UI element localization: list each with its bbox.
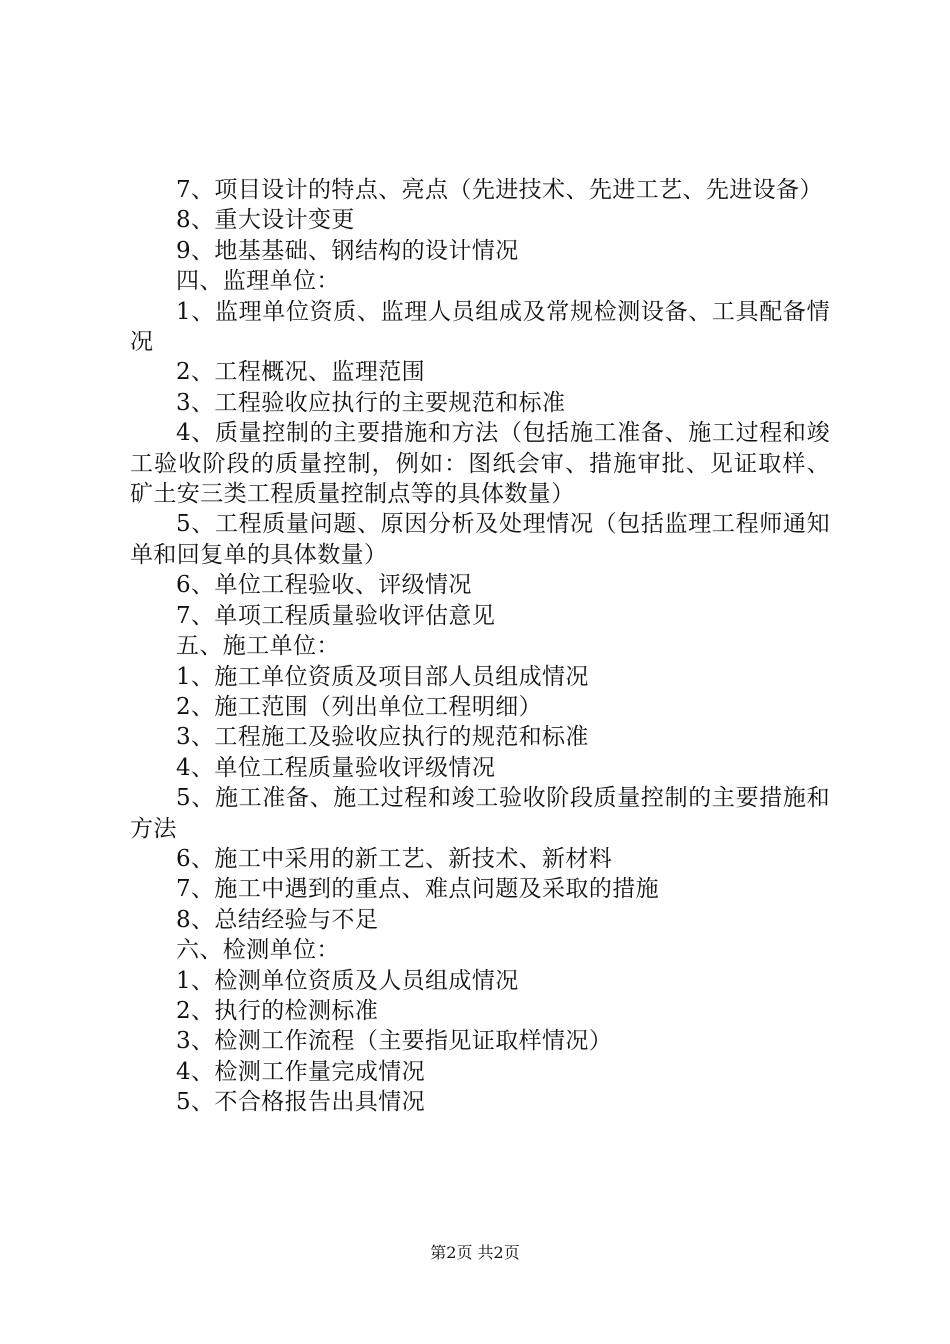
- paragraph: 2、工程概况、监理范围: [176, 359, 426, 386]
- page-footer: 第2页 共2页: [430, 1243, 520, 1262]
- paragraph: 3、工程施工及验收应执行的规范和标准: [176, 724, 589, 751]
- paragraph: 2、施工范围（列出单位工程明细）: [176, 693, 543, 720]
- paragraph: 5、不合格报告出具情况: [176, 1089, 426, 1116]
- paragraph: 3、工程验收应执行的主要规范和标准: [176, 389, 566, 416]
- paragraph: 4、单位工程质量验收评级情况: [176, 754, 496, 781]
- paragraph: 6、单位工程验收、评级情况: [176, 572, 472, 599]
- document-body: [130, 175, 830, 1118]
- paragraph: 9、地基基础、钢结构的设计情况: [176, 237, 519, 264]
- section-heading: 四、监理单位：: [176, 268, 340, 295]
- paragraph: 7、单项工程质量验收评估意见: [176, 602, 496, 629]
- paragraph: 1、监理单位资质、监理人员组成及常规检测设备、工具配备情况: [130, 298, 830, 356]
- paragraph: 8、总结经验与不足: [176, 906, 379, 933]
- paragraph: 4、质量控制的主要措施和方法（包括施工准备、施工过程和竣工验收阶段的质量控制，例如：图纸会审、措施审批、见证取样、矿土安三类工程质量控制点等的具体数量）: [130, 420, 830, 508]
- paragraph: 7、施工中遇到的重点、难点问题及采取的措施: [176, 876, 660, 903]
- paragraph: 7、项目设计的特点、亮点（先进技术、先进工艺、先进设备）: [176, 177, 823, 203]
- paragraph: 5、施工准备、施工过程和竣工验收阶段质量控制的主要措施和方法: [130, 785, 830, 842]
- section-heading: 五、施工单位：: [176, 633, 340, 660]
- paragraph: 3、检测工作流程（主要指见证取样情况）: [176, 1028, 613, 1055]
- paragraph: 1、施工单位资质及项目部人员组成情况: [176, 663, 589, 690]
- paragraph: 8、重大设计变更: [176, 207, 355, 234]
- paragraph: 4、检测工作量完成情况: [176, 1058, 426, 1085]
- paragraph: 1、检测单位资质及人员组成情况: [176, 967, 519, 994]
- paragraph: 5、工程质量问题、原因分析及处理情况（包括监理工程师通知单和回复单的具体数量）: [130, 511, 830, 568]
- paragraph: 6、施工中采用的新工艺、新技术、新材料: [176, 845, 613, 872]
- paragraph: 2、执行的检测标准: [176, 997, 379, 1024]
- section-heading: 六、检测单位：: [176, 937, 340, 964]
